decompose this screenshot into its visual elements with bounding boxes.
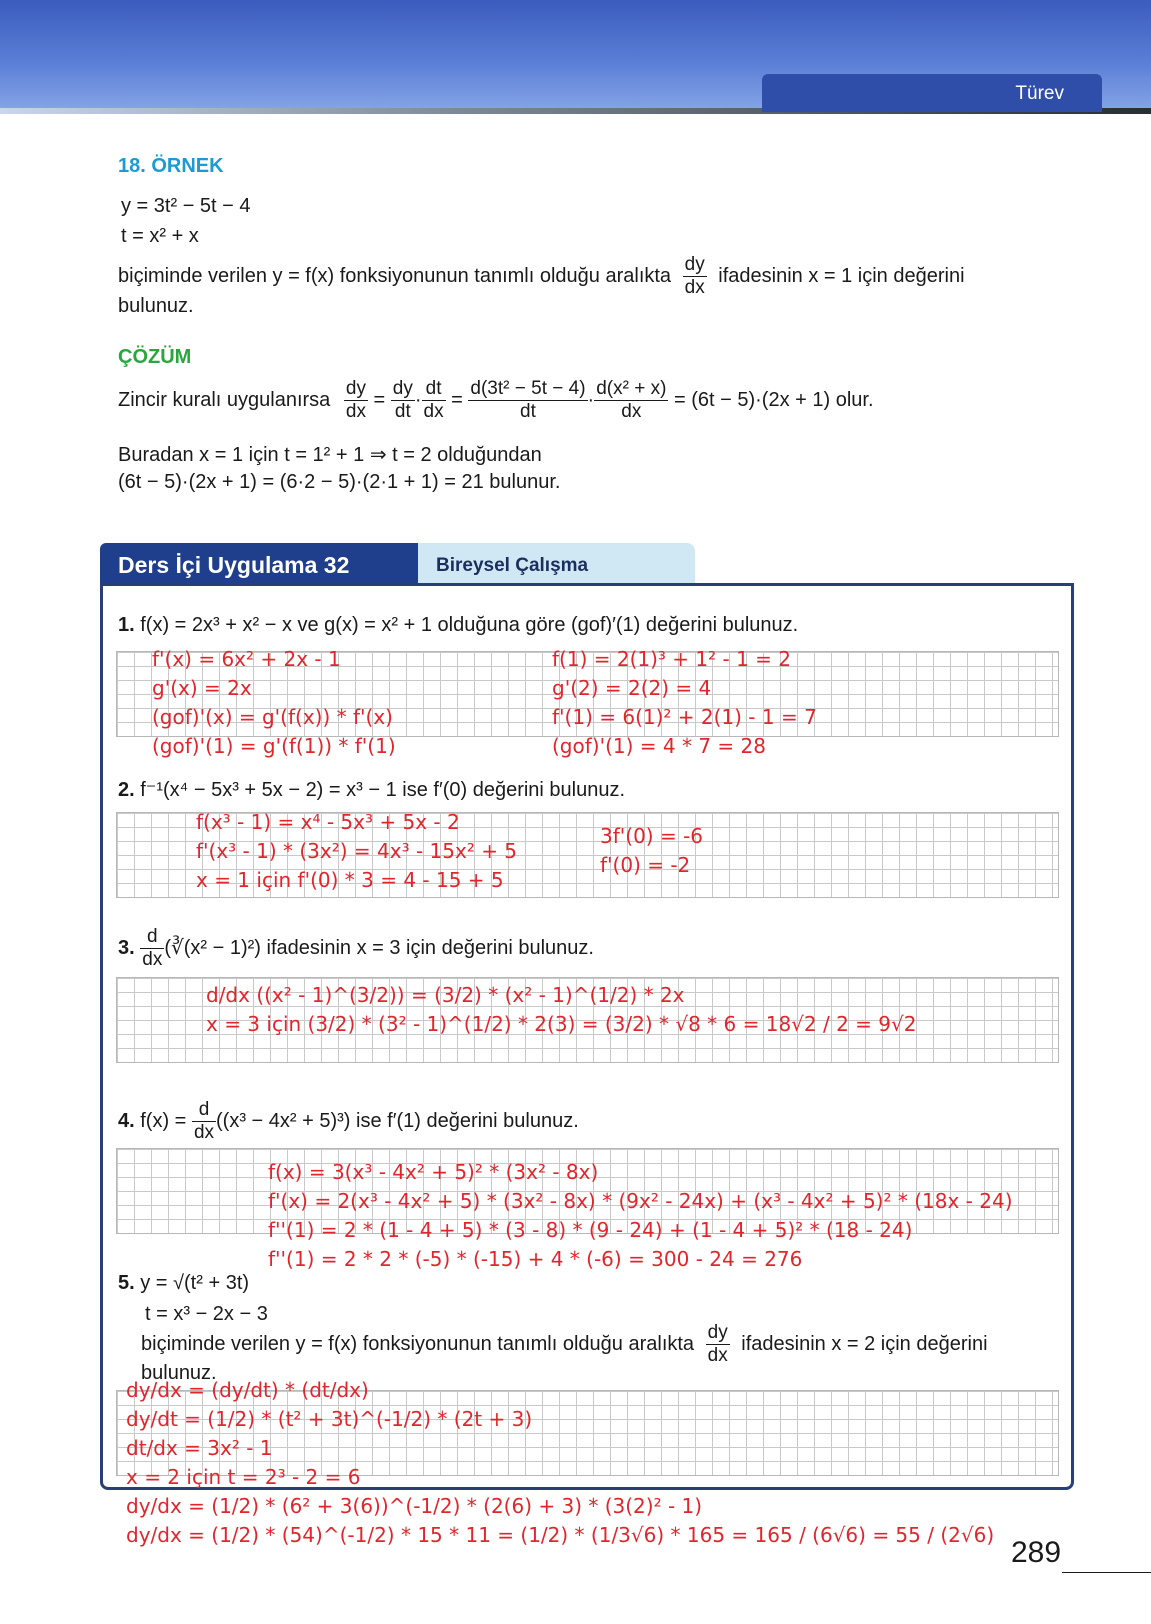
- practice-title-tab: [100, 543, 422, 585]
- q5-hw-5: dy/dx = (1/2) * (6² + 3(6))^(-1/2) * (2(6) + 3) * (3(2)² - 1): [126, 1494, 703, 1518]
- fraction-dy-dx: $\frac{dy}{dx}$: [345, 378, 366, 422]
- q5-equation-2: t = x³ − 2x − 3: [145, 1303, 268, 1325]
- question-3: [118, 926, 594, 971]
- q1-hw-right-1: f(1) = 2(1)³ + 1² - 1 = 2: [552, 647, 791, 671]
- q5-hw-4: x = 2 için t = 2³ - 2 = 6: [126, 1465, 361, 1489]
- q1-hw-left-4: (gof)'(1) = g'(f(1)) * f'(1): [152, 734, 396, 758]
- question-1-text: f(x) = 2x³ + x² − x ve g(x) = x² + 1 olduğuna göre (gof)′(1) değerini bulunuz.: [140, 614, 799, 636]
- q5-hw-1: dy/dx = (dy/dt) * (dt/dx): [126, 1378, 369, 1402]
- q3-hw-1: d/dx ((x² - 1)^(3/2)) = (3/2) * (x² - 1)^(1/2) * 2x: [206, 983, 685, 1007]
- q2-hw-right-2: f'(0) = -2: [600, 853, 691, 877]
- solution-result: = (6t − 5)·(2x + 1) olur.: [673, 388, 874, 411]
- q4-hw-1: f(x) = 3(x³ - 4x² + 5)² * (3x² - 8x): [268, 1160, 599, 1184]
- question-2-text: f⁻¹(x⁴ − 5x³ + 5x − 2) = x³ − 1 ise f′(0) değerini bulunuz.: [140, 779, 626, 801]
- q5-equation-1: y = √(t² + 3t): [140, 1272, 250, 1294]
- q4-expression: ((x³ − 4x² + 5)³): [216, 1109, 351, 1132]
- q3-derivative-operator: $\frac{d}{dx}$: [142, 926, 163, 970]
- q1-hw-right-4: (gof)'(1) = 4 * 7 = 28: [552, 734, 766, 758]
- question-2: [118, 777, 625, 802]
- practice-title: Ders İçi Uygulama 32: [118, 552, 350, 578]
- question-1-number: 1.: [118, 614, 135, 636]
- q5-text-line2: bulunuz.: [141, 1362, 217, 1384]
- chapter-title: Türev: [1015, 83, 1064, 104]
- question-3-number: 3.: [118, 936, 135, 959]
- q4-hw-3: f''(1) = 2 * (1 - 4 + 5) * (3 - 8) * (9 - 24) + (1 - 4 + 5)² * (18 - 24): [268, 1218, 913, 1242]
- q5-answer-grid: [116, 1390, 1059, 1476]
- example-text-line2: bulunuz.: [118, 295, 194, 317]
- q5-hw-6: dy/dx = (1/2) * (54)^(-1/2) * 15 * 11 = (1/2) * (1/3√6) * 165 = 165 / (6√6) = 55 / (2√6): [126, 1523, 995, 1547]
- q1-hw-left-1: f'(x) = 6x² + 2x - 1: [152, 647, 341, 671]
- chapter-tab: [762, 74, 1102, 112]
- question-5-line-1: [118, 1272, 249, 1295]
- q5-text-after: ifadesinin x = 2 için değerini: [741, 1332, 988, 1355]
- question-1: [118, 614, 798, 637]
- q5-hw-2: dy/dt = (1/2) * (t² + 3t)^(-1/2) * (2t + 3): [126, 1407, 533, 1431]
- question-3-text: ifadesinin x = 3 için değerini bulunuz.: [266, 936, 594, 959]
- fraction-dy-polynomial: $\frac{\text{d(3t² − 5t − 4)}}{dt}$: [470, 378, 586, 422]
- question-4: [118, 1099, 579, 1144]
- q5-hw-3: dt/dx = 3x² - 1: [126, 1436, 273, 1460]
- solution-intro: Zincir kuralı uygulanırsa: [118, 388, 331, 411]
- q3-hw-2: x = 3 için (3/2) * (3² - 1)^(1/2) * 2(3) = (3/2) * √8 * 6 = 18√2 / 2 = 9√2: [206, 1012, 917, 1036]
- solution-line-2: Buradan x = 1 için t = 1² + 1 ⇒ t = 2 olduğundan: [118, 444, 542, 466]
- example-equation-2: t = x² + x: [121, 225, 199, 247]
- example-text-before: biçiminde verilen y = f(x) fonksiyonunun tanımlı olduğu aralıkta: [118, 264, 672, 287]
- q2-hw-left-3: x = 1 için f'(0) * 3 = 4 - 15 + 5: [196, 868, 504, 892]
- question-4-number: 4.: [118, 1109, 135, 1132]
- q4-hw-2: f'(x) = 2(x³ - 4x² + 5) * (3x² - 8x) * (9x² - 24x) + (x³ - 4x² + 5)² * (18x - 24): [268, 1189, 1013, 1213]
- fraction-dt-dx: $\frac{dt}{dx}$: [423, 378, 444, 422]
- question-5-statement: [141, 1322, 988, 1367]
- q2-hw-left-2: f'(x³ - 1) * (3x²) = 4x³ - 15x² + 5: [196, 839, 518, 863]
- q2-hw-left-1: f(x³ - 1) = x⁴ - 5x³ + 5x - 2: [196, 810, 460, 834]
- q4-derivative-operator: $\frac{d}{dx}$: [193, 1099, 215, 1143]
- example-title: 18. ÖRNEK: [118, 155, 224, 177]
- practice-subtitle: Bireysel Çalışma: [436, 555, 589, 576]
- dy-dx-fraction: $\frac{dy}{dx}$: [684, 254, 705, 298]
- example-text-after: ifadesinin x = 1 için değerini: [718, 264, 965, 287]
- page-number-rule: [1062, 1572, 1151, 1573]
- q4-lhs: f(x) =: [140, 1109, 187, 1132]
- question-2-number: 2.: [118, 779, 135, 801]
- q1-hw-right-2: g'(2) = 2(2) = 4: [552, 676, 712, 700]
- fraction-dt-polynomial: $\frac{\text{d(x² + x)}}{dx}$: [596, 378, 667, 422]
- q1-hw-left-2: g'(x) = 2x: [152, 676, 252, 700]
- fraction-dy-dt: $\frac{dy}{dt}$: [392, 378, 413, 422]
- solution-line-3: (6t − 5)·(2x + 1) = (6·2 − 5)·(2·1 + 1) = 21 bulunur.: [118, 471, 561, 493]
- q1-hw-left-3: (gof)'(x) = g'(f(x)) * f'(x): [152, 705, 393, 729]
- q2-hw-right-1: 3f'(0) = -6: [600, 824, 704, 848]
- practice-subtitle-tab: [418, 543, 695, 585]
- solution-chain-rule: Zincir kuralı uygulanırsa $\frac{dy}{dx}$ = $\frac{dy}{dt}$ · $\frac{dt}{dx}$ = $\frac{\text{d(3t² − 5t − 4)}}{dt}$ · $\frac{\text{d(x² + x)}}{dx}$ = (6t − 5)·(2x + 1) olur.: [118, 378, 874, 422]
- example-equation-1: y = 3t² − 5t − 4: [121, 195, 251, 217]
- page-number: 289: [1011, 1536, 1062, 1569]
- q4-hw-4: f''(1) = 2 * 2 * (-5) * (-15) + 4 * (-6) = 300 - 24 = 276: [268, 1247, 803, 1271]
- q5-text-before: biçiminde verilen y = f(x) fonksiyonunun tanımlı olduğu aralıkta: [141, 1332, 695, 1355]
- q5-dy-dx-fraction: $\frac{dy}{dx}$: [707, 1322, 728, 1366]
- solution-title: ÇÖZÜM: [118, 346, 192, 368]
- question-4-text: ise f′(1) değerini bulunuz.: [356, 1109, 579, 1132]
- example-statement: [118, 254, 965, 299]
- q3-expression: (∛(x² − 1)²): [164, 936, 261, 959]
- q1-hw-right-3: f'(1) = 6(1)² + 2(1) - 1 = 7: [552, 705, 817, 729]
- question-5-number: 5.: [118, 1272, 135, 1294]
